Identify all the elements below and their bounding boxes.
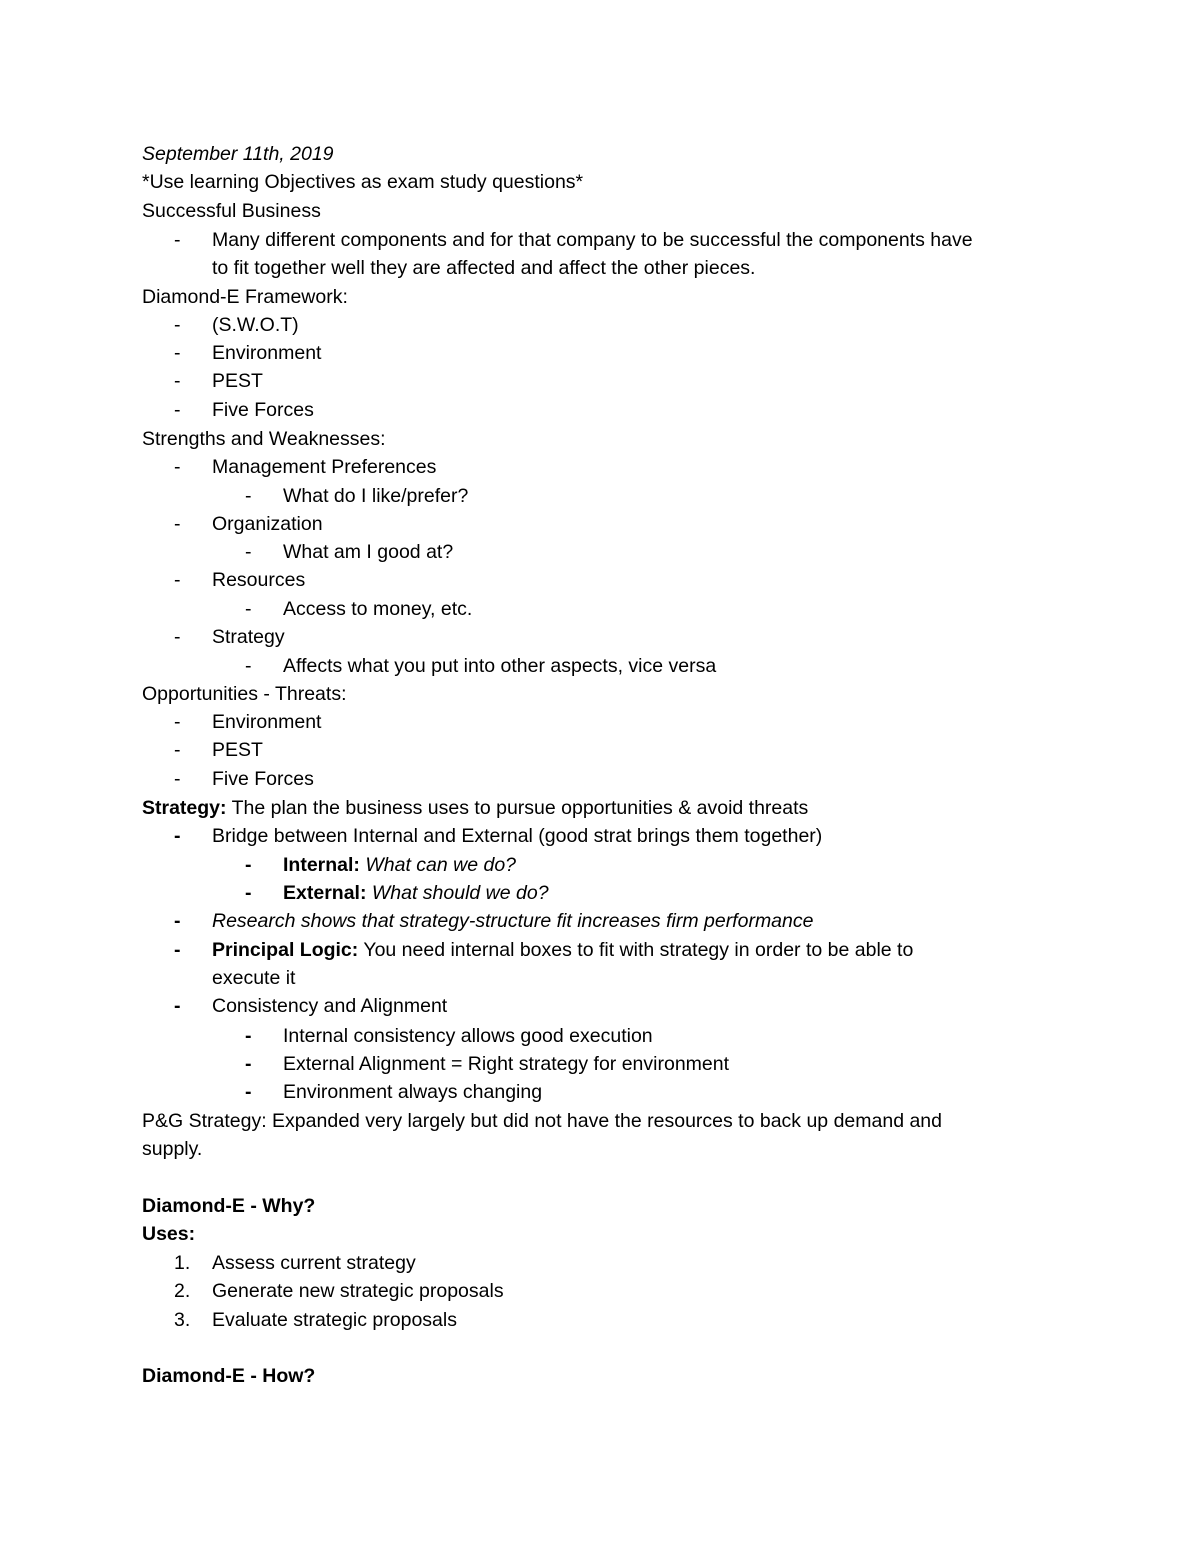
- sub-bullet-dash: -: [245, 1025, 252, 1047]
- bullet-dash: -: [174, 314, 181, 336]
- date-line: September 11th, 2019: [142, 143, 334, 165]
- list-item: Environment: [212, 342, 322, 364]
- strategy-external: [283, 879, 549, 907]
- list-item: PEST: [212, 739, 263, 761]
- sub-list-item: Internal consistency allows good execution: [283, 1025, 653, 1047]
- bullet-dash: -: [174, 513, 181, 535]
- sub-bullet-dash: -: [245, 541, 252, 563]
- sub-list-item: Affects what you put into other aspects, vice versa: [283, 655, 717, 677]
- diamond-how-heading: Diamond-E - How?: [142, 1365, 316, 1387]
- bullet-dash: -: [174, 995, 181, 1017]
- bullet-dash: -: [174, 910, 181, 932]
- list-item: Strategy: [212, 626, 285, 648]
- sub-bullet-dash: -: [245, 882, 252, 904]
- principal-label: Principal Logic:: [212, 939, 359, 961]
- diamond-framework-heading: Diamond-E Framework:: [142, 286, 348, 308]
- sub-bullet-dash: -: [245, 1053, 252, 1075]
- list-item: Management Preferences: [212, 456, 437, 478]
- pg-strategy-line2: supply.: [142, 1138, 203, 1160]
- external-text: What should we do?: [371, 882, 549, 904]
- sub-list-item: Environment always changing: [283, 1081, 543, 1103]
- list-number: 3.: [174, 1309, 191, 1331]
- sub-list-item: What am I good at?: [283, 541, 454, 563]
- sub-list-item: Access to money, etc.: [283, 598, 473, 620]
- strategy-bridge: Bridge between Internal and External (good strat brings them together): [212, 825, 823, 847]
- strategy-text: The plan the business uses to pursue opportunities & avoid threats: [226, 797, 809, 819]
- successful-business-bullet-line2: to fit together well they are affected and affect the other pieces.: [212, 257, 756, 279]
- strategy-definition: [142, 794, 808, 822]
- strategy-research: Research shows that strategy-structure fit increases firm performance: [212, 910, 814, 932]
- sub-list-item: What do I like/prefer?: [283, 485, 469, 507]
- list-item: Five Forces: [212, 768, 314, 790]
- list-item: Environment: [212, 711, 322, 733]
- opportunities-threats-heading: Opportunities - Threats:: [142, 683, 347, 705]
- list-number: 1.: [174, 1252, 191, 1274]
- list-item: PEST: [212, 370, 263, 392]
- list-item: (S.W.O.T): [212, 314, 299, 336]
- bullet-dash: -: [174, 569, 181, 591]
- principal-text: You need internal boxes to fit with strategy in order to be able to: [358, 939, 914, 961]
- note-line: *Use learning Objectives as exam study questions*: [142, 171, 584, 193]
- internal-text: What can we do?: [365, 854, 517, 876]
- list-item: Resources: [212, 569, 306, 591]
- sub-bullet-dash: -: [245, 1081, 252, 1103]
- bullet-dash: -: [174, 342, 181, 364]
- sub-bullet-dash: -: [245, 485, 252, 507]
- sub-bullet-dash: -: [245, 598, 252, 620]
- external-label: External:: [283, 882, 367, 904]
- strategy-principal: [212, 936, 913, 964]
- successful-business-heading: Successful Business: [142, 200, 321, 222]
- successful-business-bullet-line1: Many different components and for that company to be successful the components have: [212, 229, 973, 251]
- uses-label: Uses:: [142, 1223, 196, 1245]
- bullet-dash: -: [174, 399, 181, 421]
- list-item: Organization: [212, 513, 323, 535]
- list-number: 2.: [174, 1280, 191, 1302]
- list-item: Assess current strategy: [212, 1252, 416, 1274]
- bullet-dash: -: [174, 825, 181, 847]
- bullet-dash: -: [174, 626, 181, 648]
- bullet-dash: -: [174, 739, 181, 761]
- list-item: Five Forces: [212, 399, 314, 421]
- strategy-consistency: Consistency and Alignment: [212, 995, 448, 1017]
- bullet-dash: -: [174, 229, 181, 251]
- pg-strategy-line1: P&G Strategy: Expanded very largely but did not have the resources to back up demand and: [142, 1110, 942, 1132]
- strengths-weaknesses-heading: Strengths and Weaknesses:: [142, 428, 386, 450]
- internal-label: Internal:: [283, 854, 360, 876]
- bullet-dash: -: [174, 939, 181, 961]
- bullet-dash: -: [174, 370, 181, 392]
- bullet-dash: -: [174, 711, 181, 733]
- list-item: Generate new strategic proposals: [212, 1280, 504, 1302]
- strategy-internal: [283, 851, 516, 879]
- list-item: Evaluate strategic proposals: [212, 1309, 457, 1331]
- sub-bullet-dash: -: [245, 854, 252, 876]
- sub-bullet-dash: -: [245, 655, 252, 677]
- bullet-dash: -: [174, 768, 181, 790]
- sub-list-item: External Alignment = Right strategy for environment: [283, 1053, 730, 1075]
- diamond-why-heading: Diamond-E - Why?: [142, 1195, 316, 1217]
- bullet-dash: -: [174, 456, 181, 478]
- strategy-principal-line2: execute it: [212, 967, 296, 989]
- strategy-label: Strategy:: [142, 797, 227, 819]
